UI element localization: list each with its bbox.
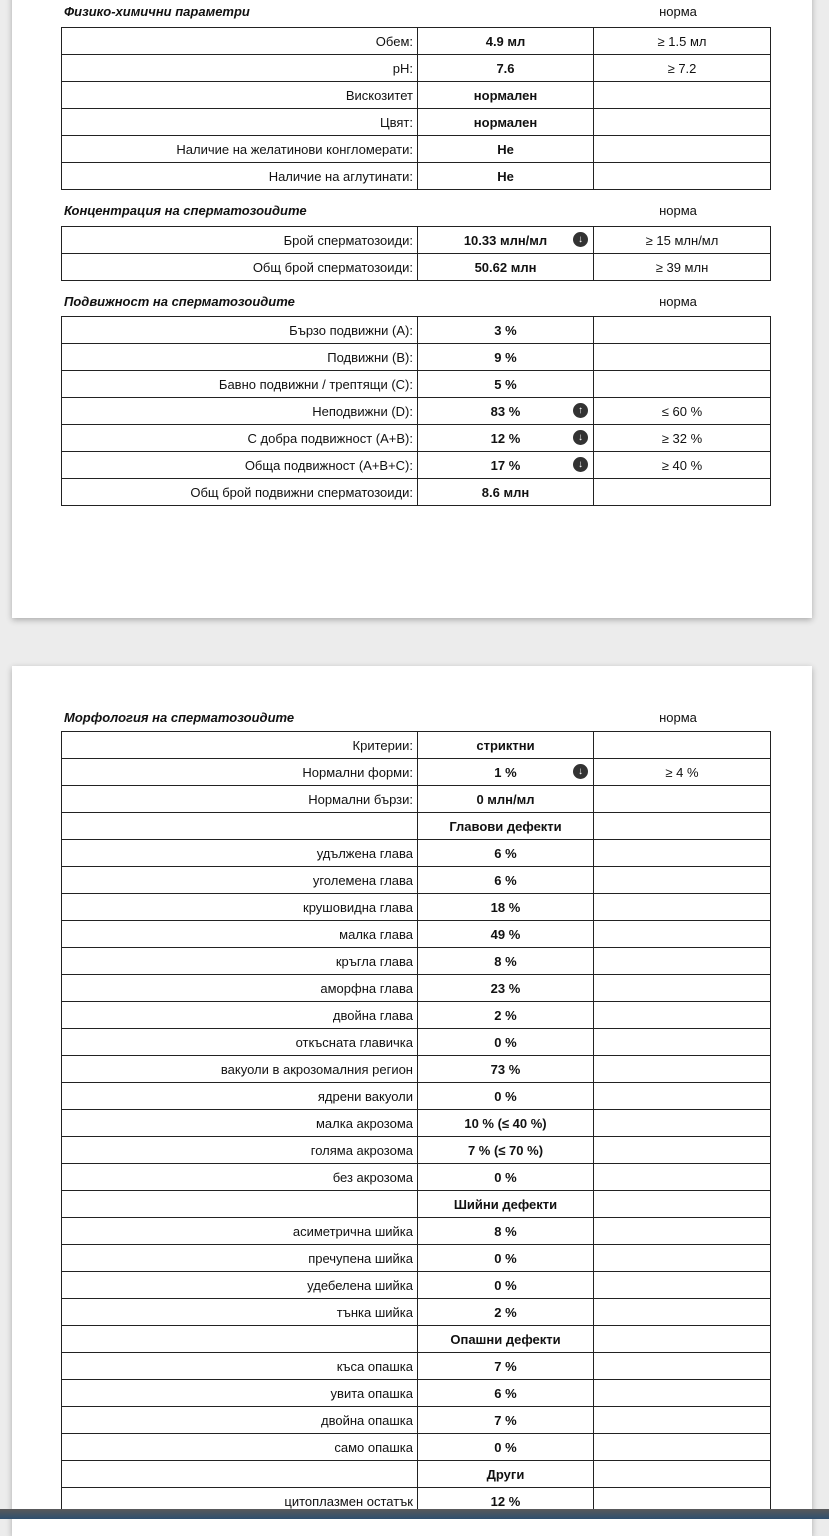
row-value-text: 12 % (490, 430, 521, 446)
row-value-text: 83 % (490, 403, 521, 419)
row-norm (594, 1056, 771, 1083)
row-label-text: тънка шийка (336, 1304, 413, 1320)
row-value (418, 425, 594, 452)
table-row (62, 1191, 771, 1218)
row-label (62, 1137, 418, 1164)
row-label (62, 1164, 418, 1191)
row-label-text: асиметрична шийка (292, 1223, 413, 1239)
row-value-text: 1 % (494, 764, 517, 780)
row-value-text: 3 % (494, 322, 517, 338)
row-value-text: 12 % (490, 1493, 521, 1509)
table-row (62, 1353, 771, 1380)
row-value (418, 1299, 594, 1326)
row-label-text: малка глава (339, 926, 413, 942)
row-norm (594, 344, 771, 371)
row-label-text: Наличие на желатинови конгломерати: (176, 141, 413, 157)
row-value (418, 82, 594, 109)
row-norm (594, 317, 771, 344)
row-value (418, 1245, 594, 1272)
row-label (62, 1407, 418, 1434)
row-label-text: Критерии: (352, 737, 413, 753)
table-row (62, 1272, 771, 1299)
row-value-text: 8.6 млн (481, 484, 530, 500)
row-norm (594, 163, 771, 190)
row-norm (594, 136, 771, 163)
physico-chemical-table (61, 27, 771, 190)
row-value-text: 50.62 млн (474, 259, 537, 275)
row-label-text: Неподвижни (D): (312, 403, 413, 419)
row-label (62, 1002, 418, 1029)
row-norm (594, 28, 771, 55)
row-value-text: 6 % (494, 1385, 517, 1401)
row-label-text: Бързо подвижни (А): (289, 322, 413, 338)
row-value (418, 921, 594, 948)
row-norm (594, 948, 771, 975)
row-norm (594, 840, 771, 867)
row-norm (594, 1002, 771, 1029)
row-value-text: 0 % (494, 1439, 517, 1455)
row-label-text: удебелена шийка (307, 1277, 413, 1293)
row-value (418, 254, 594, 281)
row-value (418, 452, 594, 479)
row-label-text: двойна опашка (321, 1412, 413, 1428)
table-row (62, 894, 771, 921)
table-row (62, 425, 771, 452)
row-norm (594, 1029, 771, 1056)
row-label (62, 452, 418, 479)
row-label (62, 1461, 418, 1488)
row-label (62, 398, 418, 425)
table-row (62, 1326, 771, 1353)
row-value-text: 0 % (494, 1088, 517, 1104)
row-label (62, 1083, 418, 1110)
row-label-text: Обща подвижност (А+В+С): (244, 457, 413, 473)
row-norm (594, 1137, 771, 1164)
row-label (62, 136, 418, 163)
table-row (62, 1002, 771, 1029)
row-value-text: Не (497, 141, 514, 157)
row-norm (594, 894, 771, 921)
row-label (62, 28, 418, 55)
section-title: Концентрация на сперматозоидите (64, 203, 307, 218)
row-label (62, 425, 418, 452)
table-row (62, 1380, 771, 1407)
row-value-text: Други (486, 1466, 525, 1482)
table-row (62, 1407, 771, 1434)
row-label (62, 1434, 418, 1461)
arrow-down-circle-icon: ↓ (573, 430, 588, 445)
row-value (418, 1002, 594, 1029)
section-title: Физико-химични параметри (64, 4, 250, 19)
arrow-up-circle-icon: ↑ (573, 403, 588, 418)
norma-label: норма (659, 710, 697, 725)
row-norm (594, 1326, 771, 1353)
row-norm (594, 1434, 771, 1461)
row-label-text: без акрозома (332, 1169, 413, 1185)
table-row (62, 1434, 771, 1461)
row-norm-text: ≥ 39 млн (655, 259, 709, 275)
row-norm (594, 452, 771, 479)
table-row (62, 28, 771, 55)
row-label (62, 975, 418, 1002)
row-value (418, 28, 594, 55)
row-value-text: 7 % (≤ 70 %) (467, 1142, 544, 1158)
row-value-text: 0 % (494, 1034, 517, 1050)
row-norm-text: ≥ 7.2 (667, 60, 697, 76)
row-norm (594, 732, 771, 759)
table-row (62, 975, 771, 1002)
row-label (62, 1218, 418, 1245)
row-label-text: вакуоли в акрозомалния регион (220, 1061, 413, 1077)
row-value-text: нормален (473, 87, 538, 103)
row-label-text: крушовидна глава (303, 899, 413, 915)
row-norm (594, 371, 771, 398)
row-value (418, 894, 594, 921)
row-norm (594, 1218, 771, 1245)
row-norm-text: ≥ 40 % (661, 457, 703, 473)
row-label-text: ядрени вакуоли (317, 1088, 413, 1104)
row-norm (594, 759, 771, 786)
row-label (62, 1191, 418, 1218)
concentration-header (62, 203, 766, 221)
row-norm (594, 1164, 771, 1191)
row-norm (594, 1407, 771, 1434)
row-label-text: цитоплазмен остатък (284, 1493, 413, 1509)
row-value-text: 7 % (494, 1358, 517, 1374)
table-row (62, 227, 771, 254)
row-label (62, 479, 418, 506)
row-value-text: 7.6 (496, 60, 515, 76)
row-value-text: 2 % (494, 1007, 517, 1023)
row-label (62, 921, 418, 948)
row-label (62, 254, 418, 281)
row-label-text: увита опашка (330, 1385, 413, 1401)
row-value (418, 732, 594, 759)
row-label-text: Цвят: (380, 114, 413, 130)
row-value (418, 1164, 594, 1191)
report-page-2 (12, 666, 812, 1536)
table-row (62, 1137, 771, 1164)
norma-label: норма (659, 203, 697, 218)
row-label (62, 894, 418, 921)
row-label (62, 786, 418, 813)
arrow-down-circle-icon: ↓ (573, 232, 588, 247)
row-label-text: Нормални форми: (302, 764, 413, 780)
row-norm (594, 479, 771, 506)
row-label-text: малка акрозома (315, 1115, 413, 1131)
row-value-text: Главови дефекти (449, 818, 562, 834)
arrow-down-circle-icon: ↓ (573, 764, 588, 779)
row-label-text: пречупена шийка (308, 1250, 413, 1266)
row-value (418, 786, 594, 813)
row-value (418, 1137, 594, 1164)
row-value (418, 479, 594, 506)
section-title: Подвижност на сперматозоидите (64, 294, 295, 309)
row-label (62, 948, 418, 975)
row-value (418, 840, 594, 867)
row-value-text: стриктни (476, 737, 535, 753)
table-row (62, 813, 771, 840)
table-row (62, 254, 771, 281)
row-value-text: нормален (473, 114, 538, 130)
row-label (62, 759, 418, 786)
table-row (62, 1029, 771, 1056)
row-value-text: 5 % (494, 376, 517, 392)
row-value (418, 109, 594, 136)
row-label (62, 813, 418, 840)
row-label-text: двойна глава (332, 1007, 413, 1023)
row-label (62, 732, 418, 759)
row-norm (594, 1110, 771, 1137)
row-norm (594, 227, 771, 254)
table-row (62, 398, 771, 425)
table-row (62, 136, 771, 163)
row-label-text: удължена глава (316, 845, 413, 861)
row-label (62, 344, 418, 371)
motility-header (62, 294, 766, 312)
table-row (62, 109, 771, 136)
row-norm (594, 1353, 771, 1380)
row-value-text: 6 % (494, 845, 517, 861)
table-row (62, 759, 771, 786)
table-row (62, 732, 771, 759)
row-value-text: 7 % (494, 1412, 517, 1428)
row-label-text: само опашка (334, 1439, 413, 1455)
row-norm (594, 813, 771, 840)
row-value-text: 0 млн/мл (476, 791, 535, 807)
row-value (418, 1218, 594, 1245)
row-value-text: 2 % (494, 1304, 517, 1320)
table-row (62, 1110, 771, 1137)
row-value (418, 398, 594, 425)
row-label-text: С добра подвижност (А+В): (247, 430, 413, 446)
row-value (418, 1407, 594, 1434)
table-row (62, 1218, 771, 1245)
row-norm (594, 82, 771, 109)
row-value (418, 1110, 594, 1137)
row-norm (594, 1380, 771, 1407)
table-row (62, 1245, 771, 1272)
row-label-text: Обем: (375, 33, 413, 49)
row-value-text: 73 % (490, 1061, 521, 1077)
row-value (418, 1461, 594, 1488)
row-value (418, 1083, 594, 1110)
table-row (62, 82, 771, 109)
row-label (62, 163, 418, 190)
row-value (418, 759, 594, 786)
table-row (62, 1461, 771, 1488)
row-value (418, 163, 594, 190)
row-norm (594, 1461, 771, 1488)
table-row (62, 163, 771, 190)
row-label (62, 55, 418, 82)
table-row (62, 371, 771, 398)
row-value-text: 10 % (≤ 40 %) (464, 1115, 547, 1131)
row-norm (594, 1299, 771, 1326)
row-label (62, 1380, 418, 1407)
row-label (62, 109, 418, 136)
row-value (418, 317, 594, 344)
row-value (418, 1380, 594, 1407)
table-row (62, 317, 771, 344)
table-row (62, 1083, 771, 1110)
row-value (418, 1353, 594, 1380)
row-label (62, 1353, 418, 1380)
row-value-text: 8 % (494, 953, 517, 969)
row-label-text: аморфна глава (320, 980, 413, 996)
row-value (418, 813, 594, 840)
row-norm (594, 1245, 771, 1272)
row-norm-text: ≥ 4 % (665, 764, 699, 780)
row-label-text: голяма акрозома (310, 1142, 413, 1158)
row-value (418, 227, 594, 254)
row-norm (594, 786, 771, 813)
row-value (418, 1272, 594, 1299)
row-label (62, 82, 418, 109)
row-label-text: откъсната главичка (295, 1034, 413, 1050)
row-norm (594, 1083, 771, 1110)
row-label-text: Подвижни (В): (327, 349, 413, 365)
row-label (62, 371, 418, 398)
row-label (62, 1245, 418, 1272)
row-norm (594, 254, 771, 281)
row-value (418, 1434, 594, 1461)
table-row (62, 452, 771, 479)
table-row (62, 344, 771, 371)
row-value-text: 17 % (490, 457, 521, 473)
row-norm (594, 425, 771, 452)
table-row (62, 840, 771, 867)
row-value-text: 0 % (494, 1169, 517, 1185)
row-value-text: 10.33 млн/мл (463, 232, 548, 248)
row-label-text: уголемена глава (312, 872, 413, 888)
table-row (62, 1164, 771, 1191)
row-value (418, 55, 594, 82)
row-norm (594, 55, 771, 82)
row-label (62, 317, 418, 344)
row-label-text: Наличие на аглутинати: (268, 168, 413, 184)
morphology-table (61, 731, 771, 1515)
row-norm (594, 921, 771, 948)
row-label (62, 1299, 418, 1326)
row-label-text: Нормални бързи: (308, 791, 413, 807)
row-norm (594, 867, 771, 894)
arrow-down-circle-icon: ↓ (573, 457, 588, 472)
row-value (418, 371, 594, 398)
row-norm (594, 1191, 771, 1218)
physico-chemical-header (62, 4, 766, 22)
row-norm (594, 398, 771, 425)
row-norm-text: ≥ 15 млн/мл (645, 232, 719, 248)
table-row (62, 867, 771, 894)
table-row (62, 1299, 771, 1326)
table-row (62, 786, 771, 813)
table-row (62, 921, 771, 948)
row-label-text: Общ брой сперматозоиди: (252, 259, 413, 275)
row-label-text: Бавно подвижни / трептящи (С): (218, 376, 413, 392)
row-value-text: Шийни дефекти (453, 1196, 558, 1212)
table-row (62, 948, 771, 975)
row-value (418, 344, 594, 371)
row-label-text: Вискозитет (345, 87, 413, 103)
row-value-text: 4.9 мл (485, 33, 526, 49)
row-value-text: 6 % (494, 872, 517, 888)
row-value-text: 23 % (490, 980, 521, 996)
table-row (62, 479, 771, 506)
section-title: Морфология на сперматозоидите (64, 710, 295, 725)
row-value (418, 867, 594, 894)
row-value-text: 0 % (494, 1277, 517, 1293)
table-row (62, 1056, 771, 1083)
row-norm (594, 1272, 771, 1299)
row-label (62, 227, 418, 254)
row-norm (594, 975, 771, 1002)
row-label (62, 1056, 418, 1083)
row-label-text: къса опашка (336, 1358, 413, 1374)
row-value-text: 0 % (494, 1250, 517, 1266)
row-value (418, 1191, 594, 1218)
row-value (418, 1029, 594, 1056)
row-norm-text: ≤ 60 % (661, 403, 703, 419)
morphology-header (62, 710, 766, 728)
row-label (62, 1110, 418, 1137)
row-label-text: Общ брой подвижни сперматозоиди: (190, 484, 413, 500)
row-value-text: 18 % (490, 899, 521, 915)
row-value-text: 8 % (494, 1223, 517, 1239)
row-label-text: Брой сперматозоиди: (283, 232, 413, 248)
row-label (62, 1029, 418, 1056)
row-value-text: 9 % (494, 349, 517, 365)
row-value (418, 975, 594, 1002)
row-label (62, 840, 418, 867)
screen-bottom-bar (0, 1509, 829, 1519)
row-label (62, 1272, 418, 1299)
row-label-text: кръгла глава (335, 953, 413, 969)
row-value-text: Не (497, 168, 514, 184)
motility-table (61, 316, 771, 506)
row-value-text: 49 % (490, 926, 521, 942)
norma-label: норма (659, 294, 697, 309)
row-norm (594, 109, 771, 136)
report-page-1 (12, 0, 812, 618)
table-row (62, 55, 771, 82)
row-label (62, 1326, 418, 1353)
row-norm-text: ≥ 1.5 мл (657, 33, 707, 49)
row-value (418, 1056, 594, 1083)
row-value (418, 948, 594, 975)
row-value-text: Опашни дефекти (450, 1331, 561, 1347)
concentration-table (61, 226, 771, 281)
row-value (418, 1326, 594, 1353)
row-value (418, 136, 594, 163)
norma-label: норма (659, 4, 697, 19)
row-label (62, 867, 418, 894)
row-norm-text: ≥ 32 % (661, 430, 703, 446)
row-label-text: pH: (392, 60, 413, 76)
